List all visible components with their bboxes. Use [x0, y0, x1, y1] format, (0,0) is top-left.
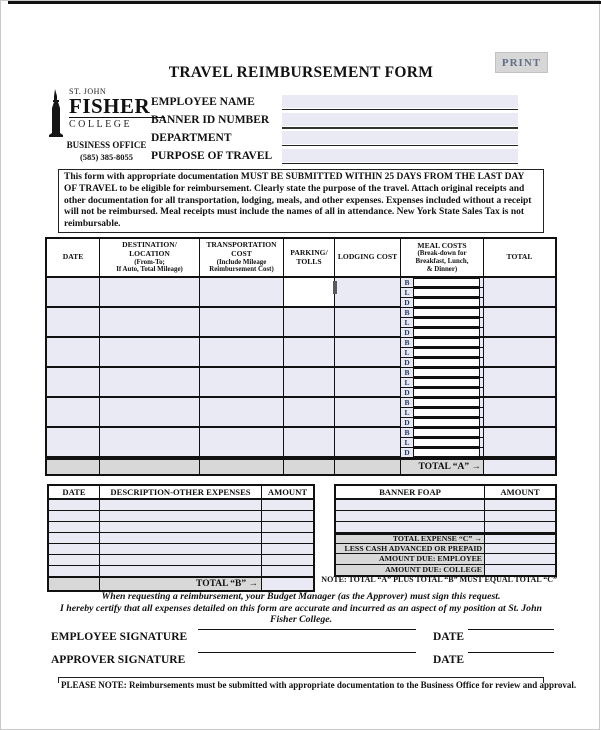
dinner-label: D	[401, 388, 414, 397]
clipped-note-text: PLEASE NOTE: Reimbursements must be submitted with appropriate documentation to the Business Office for review and approval.	[61, 680, 577, 690]
print-button[interactable]: PRINT	[495, 52, 548, 73]
approver-signature-line[interactable]	[198, 652, 416, 653]
parking-cell[interactable]	[284, 398, 335, 426]
amount-cell[interactable]	[262, 511, 313, 521]
dinner-label: D	[401, 448, 414, 457]
col-header-total: TOTAL	[506, 252, 533, 262]
other-expense-row	[49, 533, 313, 544]
parking-cell[interactable]	[284, 308, 335, 336]
amount-due-college-row	[336, 565, 555, 576]
amount-cell[interactable]	[262, 522, 313, 532]
less-cash-advanced-label: LESS CASH ADVANCED OR PREPAID	[336, 544, 485, 554]
department-label: DEPARTMENT	[151, 132, 232, 144]
foap-header-row	[336, 486, 555, 500]
col-header-date: DATE	[47, 239, 100, 276]
banner-id-label: BANNER ID NUMBER	[151, 114, 270, 126]
expense-row	[47, 398, 555, 428]
logo-st-john: ST. JOHN	[69, 87, 107, 96]
date-cell[interactable]	[49, 555, 100, 565]
other-expense-row	[49, 544, 313, 555]
parking-cell-focused[interactable]	[284, 278, 335, 306]
other-expenses-header-row	[49, 486, 313, 500]
amount-cell[interactable]	[262, 533, 313, 543]
breakfast-input[interactable]	[414, 368, 480, 377]
lunch-label: L	[401, 288, 414, 297]
total-a-label: TOTAL “A” →	[401, 460, 484, 474]
destination-cell[interactable]	[100, 308, 200, 336]
foap-cell[interactable]	[336, 500, 485, 510]
lunch-input[interactable]	[414, 288, 480, 297]
lunch-label: L	[401, 378, 414, 387]
description-cell[interactable]	[100, 566, 262, 576]
lunch-label: L	[401, 438, 414, 447]
employee-name-label: EMPLOYEE NAME	[151, 96, 255, 108]
total-a-row	[47, 458, 555, 474]
breakfast-input[interactable]	[414, 338, 480, 347]
meal-costs-cell	[401, 428, 484, 456]
foap-row	[336, 500, 555, 511]
approver-signature-label: APPROVER SIGNATURE	[51, 654, 186, 666]
less-cash-advanced-row	[336, 544, 555, 555]
date-cell[interactable]	[49, 544, 100, 554]
expense-row	[47, 338, 555, 368]
dinner-input[interactable]	[414, 418, 480, 427]
lodging-cell[interactable]	[335, 398, 401, 426]
row-total-cell[interactable]	[484, 308, 555, 336]
description-cell[interactable]	[100, 555, 262, 565]
dinner-input[interactable]	[414, 328, 480, 337]
dinner-input[interactable]	[414, 298, 480, 307]
submission-instructions: This form with appropriate documentation MUST BE SUBMITTED WITHIN 25 DAYS FROM THE LAST DAY OF TRAVEL to be eligible for reimbursement. Clearly state the purpose of the travel. Attach original receipts and other documentation for all transportation, lodging, meals, and other expenses. Expenses included without a receipt will not be reimbursed. Meal receipts must include the names of all in attendance. New York State Sales Tax is not reimbursable.	[58, 169, 544, 233]
date-cell[interactable]	[49, 566, 100, 576]
date-cell[interactable]	[49, 511, 100, 521]
breakfast-input[interactable]	[414, 398, 480, 407]
other-expense-row	[49, 511, 313, 522]
text-caret	[333, 281, 337, 294]
certification-line2: I hereby certify that all expenses detailed on this form are accurate and incurred as an aspect of my position at St. John Fisher College.	[60, 602, 542, 625]
amount-cell[interactable]	[485, 500, 555, 510]
breakfast-label: B	[401, 278, 414, 287]
breakfast-label: B	[401, 428, 414, 437]
parking-cell[interactable]	[284, 428, 335, 456]
amount-cell[interactable]	[262, 500, 313, 510]
foap-cell[interactable]	[336, 511, 485, 521]
lodging-cell[interactable]	[335, 428, 401, 456]
travel-expense-table	[45, 237, 557, 476]
col-header-date: DATE	[49, 486, 100, 498]
lunch-label: L	[401, 408, 414, 417]
col-header-transportation: TRANSPORTATION COST (Include Mileage Reimbursement Cost)	[200, 239, 284, 276]
meal-costs-cell	[401, 278, 484, 306]
logo-fisher: FISHER	[69, 94, 151, 118]
date-cell[interactable]	[49, 522, 100, 532]
amount-due-college-amount-cell[interactable]	[485, 565, 555, 576]
amount-cell[interactable]	[485, 522, 555, 532]
meal-costs-cell	[401, 368, 484, 396]
total-expense-c-row	[336, 533, 555, 544]
lunch-label: L	[401, 318, 414, 327]
totals-note: NOTE: TOTAL “A” PLUS TOTAL “B” MUST EQUAL TOTAL “C”	[321, 575, 557, 584]
amount-cell[interactable]	[262, 544, 313, 554]
other-expense-row	[49, 522, 313, 533]
col-header-meal-costs: MEAL COSTS (Break-down for Breakfast, Lunch, & Dinner)	[401, 239, 484, 276]
breakfast-input[interactable]	[414, 278, 480, 287]
meal-costs-cell	[401, 308, 484, 336]
total-expense-c-label: TOTAL EXPENSE “C” →	[336, 535, 485, 543]
lunch-input[interactable]	[414, 318, 480, 327]
date-cell[interactable]	[49, 500, 100, 510]
dinner-label: D	[401, 298, 414, 307]
description-cell[interactable]	[100, 522, 262, 532]
total-a-spacer	[284, 460, 335, 474]
purpose-underline	[282, 163, 518, 164]
employee-signature-label: EMPLOYEE SIGNATURE	[51, 631, 188, 643]
transportation-cell[interactable]	[200, 308, 284, 336]
total-expense-c-amount-cell[interactable]	[485, 535, 555, 543]
row-total-cell[interactable]	[484, 428, 555, 456]
total-a-spacer	[47, 460, 100, 474]
date-cell[interactable]	[47, 368, 100, 396]
approver-date-line[interactable]	[468, 652, 554, 653]
breakfast-input[interactable]	[414, 428, 480, 437]
dinner-label: D	[401, 418, 414, 427]
department-underline	[282, 145, 518, 146]
banner-id-input[interactable]	[282, 113, 518, 126]
total-a-spacer	[100, 460, 200, 474]
dinner-label: D	[401, 328, 414, 337]
foap-row	[336, 511, 555, 522]
description-cell[interactable]	[100, 533, 262, 543]
date-cell[interactable]	[47, 398, 100, 426]
expense-row	[47, 308, 555, 338]
parking-cell[interactable]	[284, 368, 335, 396]
employee-date-line[interactable]	[468, 629, 554, 630]
date-cell[interactable]	[47, 278, 100, 306]
col-header-banner-foap: BANNER FOAP	[336, 486, 485, 498]
certification-line1: When requesting a reimbursement, your Budget Manager (as the Approver) must sign this request.	[101, 591, 501, 602]
less-cash-advanced-amount-cell[interactable]	[485, 544, 555, 554]
purpose-of-travel-input[interactable]	[282, 149, 518, 162]
destination-cell[interactable]	[100, 338, 200, 366]
transportation-cell[interactable]	[200, 368, 284, 396]
parking-cell[interactable]	[284, 338, 335, 366]
logo-college: COLLEGE	[69, 119, 133, 130]
date-cell[interactable]	[47, 338, 100, 366]
banner-id-underline	[282, 127, 518, 129]
col-header-amount: AMOUNT	[500, 487, 540, 497]
total-a-spacer	[200, 460, 284, 474]
business-office-phone: (585) 385-8055	[79, 152, 134, 162]
col-header-amount: AMOUNT	[267, 487, 308, 497]
date-cell[interactable]	[47, 428, 100, 456]
approver-date-label: DATE	[433, 654, 465, 666]
destination-cell[interactable]	[100, 428, 200, 456]
col-header-destination: DESTINATION/ LOCATION (From-To; If Auto, Total Mileage)	[100, 239, 200, 276]
clipped-note-box	[58, 677, 577, 690]
lunch-input[interactable]	[414, 348, 480, 357]
expense-row	[47, 278, 555, 308]
total-a-amount-cell[interactable]	[484, 460, 555, 474]
date-cell[interactable]	[49, 533, 100, 543]
banner-foap-table	[334, 484, 557, 577]
dinner-input[interactable]	[414, 358, 480, 367]
business-office-label: BUSINESS OFFICE	[66, 140, 147, 150]
total-b-spacer	[49, 578, 100, 590]
breakfast-label: B	[401, 398, 414, 407]
tower-icon	[47, 89, 65, 137]
expense-table-header-row	[47, 239, 555, 278]
transportation-cell[interactable]	[200, 278, 284, 306]
breakfast-label: B	[401, 338, 414, 347]
dinner-input[interactable]	[414, 448, 480, 457]
foap-cell[interactable]	[336, 522, 485, 532]
certification-text	[41, 591, 561, 626]
transportation-cell[interactable]	[200, 398, 284, 426]
expense-row	[47, 368, 555, 398]
amount-due-college-label: AMOUNT DUE: COLLEGE	[336, 565, 485, 576]
lunch-input[interactable]	[414, 438, 480, 447]
description-cell[interactable]	[100, 511, 262, 521]
destination-cell[interactable]	[100, 398, 200, 426]
other-expense-row	[49, 500, 313, 511]
total-a-spacer	[335, 460, 401, 474]
row-total-cell[interactable]	[484, 368, 555, 396]
row-total-cell[interactable]	[484, 398, 555, 426]
row-total-cell[interactable]	[484, 278, 555, 306]
destination-cell[interactable]	[100, 278, 200, 306]
page-title: TRAVEL REIMBURSEMENT FORM	[168, 64, 434, 81]
department-input[interactable]	[282, 131, 518, 144]
total-b-label: TOTAL “B” →	[100, 578, 262, 590]
lodging-cell[interactable]	[335, 308, 401, 336]
col-header-description: DESCRIPTION-OTHER EXPENSES	[100, 486, 262, 498]
date-cell[interactable]	[47, 308, 100, 336]
amount-cell[interactable]	[485, 511, 555, 521]
purpose-of-travel-label: PURPOSE OF TRAVEL	[151, 150, 273, 162]
destination-cell[interactable]	[100, 368, 200, 396]
amount-due-employee-label: AMOUNT DUE: EMPLOYEE	[336, 554, 485, 564]
col-header-lodging: LODGING COST	[335, 239, 401, 276]
transportation-cell[interactable]	[200, 338, 284, 366]
employee-date-label: DATE	[433, 631, 465, 643]
amount-due-employee-amount-cell[interactable]	[485, 554, 555, 564]
description-cell[interactable]	[100, 500, 262, 510]
lunch-input[interactable]	[414, 378, 480, 387]
transportation-cell[interactable]	[200, 428, 284, 456]
description-cell[interactable]	[100, 544, 262, 554]
breakfast-label: B	[401, 308, 414, 317]
dinner-input[interactable]	[414, 388, 480, 397]
meal-costs-cell	[401, 338, 484, 366]
lunch-label: L	[401, 348, 414, 357]
other-expense-row	[49, 555, 313, 566]
lodging-cell[interactable]	[335, 338, 401, 366]
amount-cell[interactable]	[262, 555, 313, 565]
top-border-bar	[8, 1, 601, 4]
lodging-cell[interactable]	[335, 278, 401, 306]
breakfast-label: B	[401, 368, 414, 377]
row-total-cell[interactable]	[484, 338, 555, 366]
employee-name-underline	[282, 109, 518, 110]
breakfast-input[interactable]	[414, 308, 480, 317]
expense-row	[47, 428, 555, 458]
amount-due-employee-row	[336, 554, 555, 565]
meal-costs-cell	[401, 398, 484, 426]
col-header-parking: PARKING/ TOLLS	[284, 239, 335, 276]
employee-name-input[interactable]	[282, 95, 518, 108]
dinner-label: D	[401, 358, 414, 367]
employee-signature-line[interactable]	[198, 629, 416, 630]
lodging-cell[interactable]	[335, 368, 401, 396]
lunch-input[interactable]	[414, 408, 480, 417]
foap-row	[336, 522, 555, 533]
